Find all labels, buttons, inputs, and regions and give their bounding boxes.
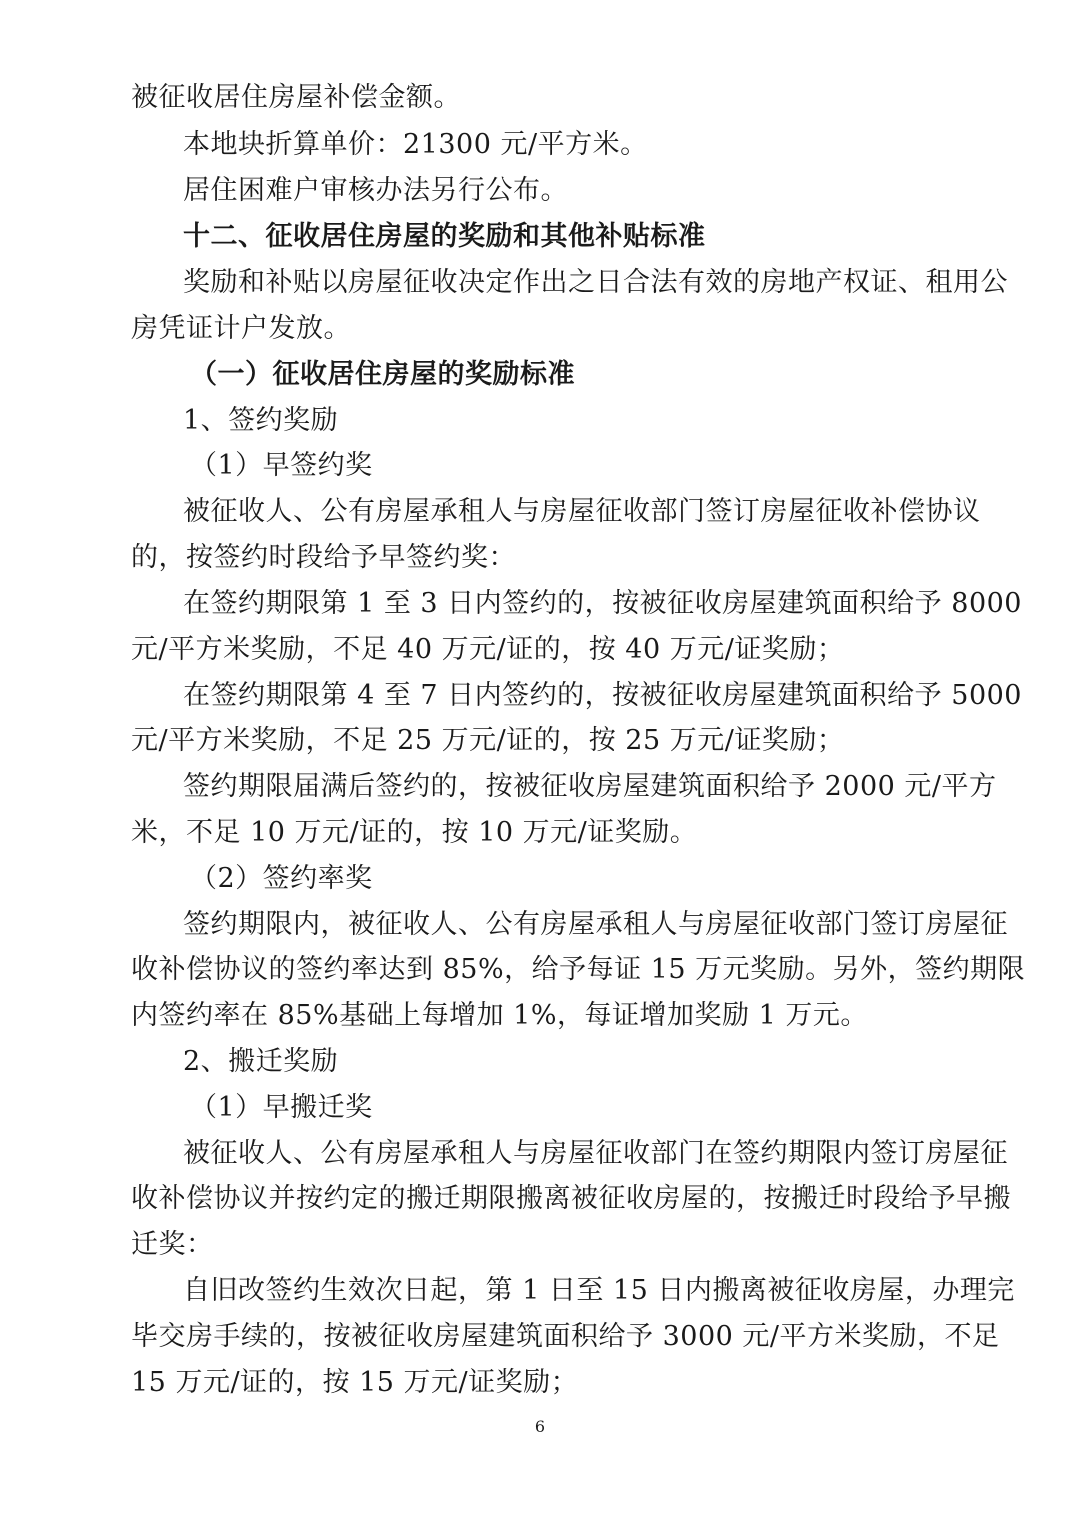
paragraph-line: 元/平方米奖励，不足 40 万元/证的，按 40 万元/证奖励；	[131, 634, 845, 665]
paragraph-line: 本地块折算单价：21300 元/平方米。	[183, 129, 648, 160]
paragraph-line: 收补偿协议并按约定的搬迁期限搬离被征收房屋的，按搬迁时段给予早搬	[131, 1183, 1011, 1214]
item-heading: 2、搬迁奖励	[183, 1046, 339, 1077]
paragraph-line: 迁奖：	[131, 1229, 214, 1260]
paragraph-line: 自旧改签约生效次日起，第 1 日至 15 日内搬离被征收房屋，办理完	[183, 1275, 1015, 1306]
subsection-heading: （一）征收居住房屋的奖励标准	[190, 359, 575, 390]
paragraph-line: 居住困难户审核办法另行公布。	[183, 175, 568, 206]
paragraph-line: 内签约率在 85%基础上每增加 1%，每证增加奖励 1 万元。	[131, 1000, 868, 1031]
paragraph-line: 在签约期限第 4 至 7 日内签约的，按被征收房屋建筑面积给予 5000	[183, 680, 1022, 711]
paragraph-line: 15 万元/证的，按 15 万元/证奖励；	[131, 1367, 579, 1398]
paragraph-line: 在签约期限第 1 至 3 日内签约的，按被征收房屋建筑面积给予 8000	[183, 588, 1022, 619]
paragraph-line: 的，按签约时段给予早签约奖：	[131, 542, 516, 573]
paragraph-line: 签约期限届满后签约的，按被征收房屋建筑面积给予 2000 元/平方	[183, 771, 997, 802]
paragraph-line: 元/平方米奖励，不足 25 万元/证的，按 25 万元/证奖励；	[131, 725, 845, 756]
paragraph-line: 毕交房手续的，按被征收房屋建筑面积给予 3000 元/平方米奖励，不足	[131, 1321, 1000, 1352]
page-number: 6	[534, 1417, 546, 1436]
section-heading: 十二、征收居住房屋的奖励和其他补贴标准	[183, 221, 706, 252]
subitem-heading: （1）早签约奖	[190, 450, 373, 481]
paragraph-line: 签约期限内，被征收人、公有房屋承租人与房屋征收部门签订房屋征	[183, 909, 1008, 940]
paragraph-line: 被征收人、公有房屋承租人与房屋征收部门签订房屋征收补偿协议	[183, 496, 981, 527]
subitem-heading: （1）早搬迁奖	[190, 1092, 373, 1123]
item-heading: 1、签约奖励	[183, 405, 339, 436]
subitem-heading: （2）签约率奖	[190, 863, 373, 894]
paragraph-line: 被征收居住房屋补偿金额。	[131, 82, 461, 113]
paragraph-line: 被征收人、公有房屋承租人与房屋征收部门在签约期限内签订房屋征	[183, 1138, 1008, 1169]
paragraph-line: 米，不足 10 万元/证的，按 10 万元/证奖励。	[131, 817, 698, 848]
paragraph-line: 收补偿协议的签约率达到 85%，给予每证 15 万元奖励。另外，签约期限	[131, 954, 1026, 985]
paragraph-line: 奖励和补贴以房屋征收决定作出之日合法有效的房地产权证、租用公	[183, 267, 1008, 298]
paragraph-line: 房凭证计户发放。	[131, 313, 351, 344]
